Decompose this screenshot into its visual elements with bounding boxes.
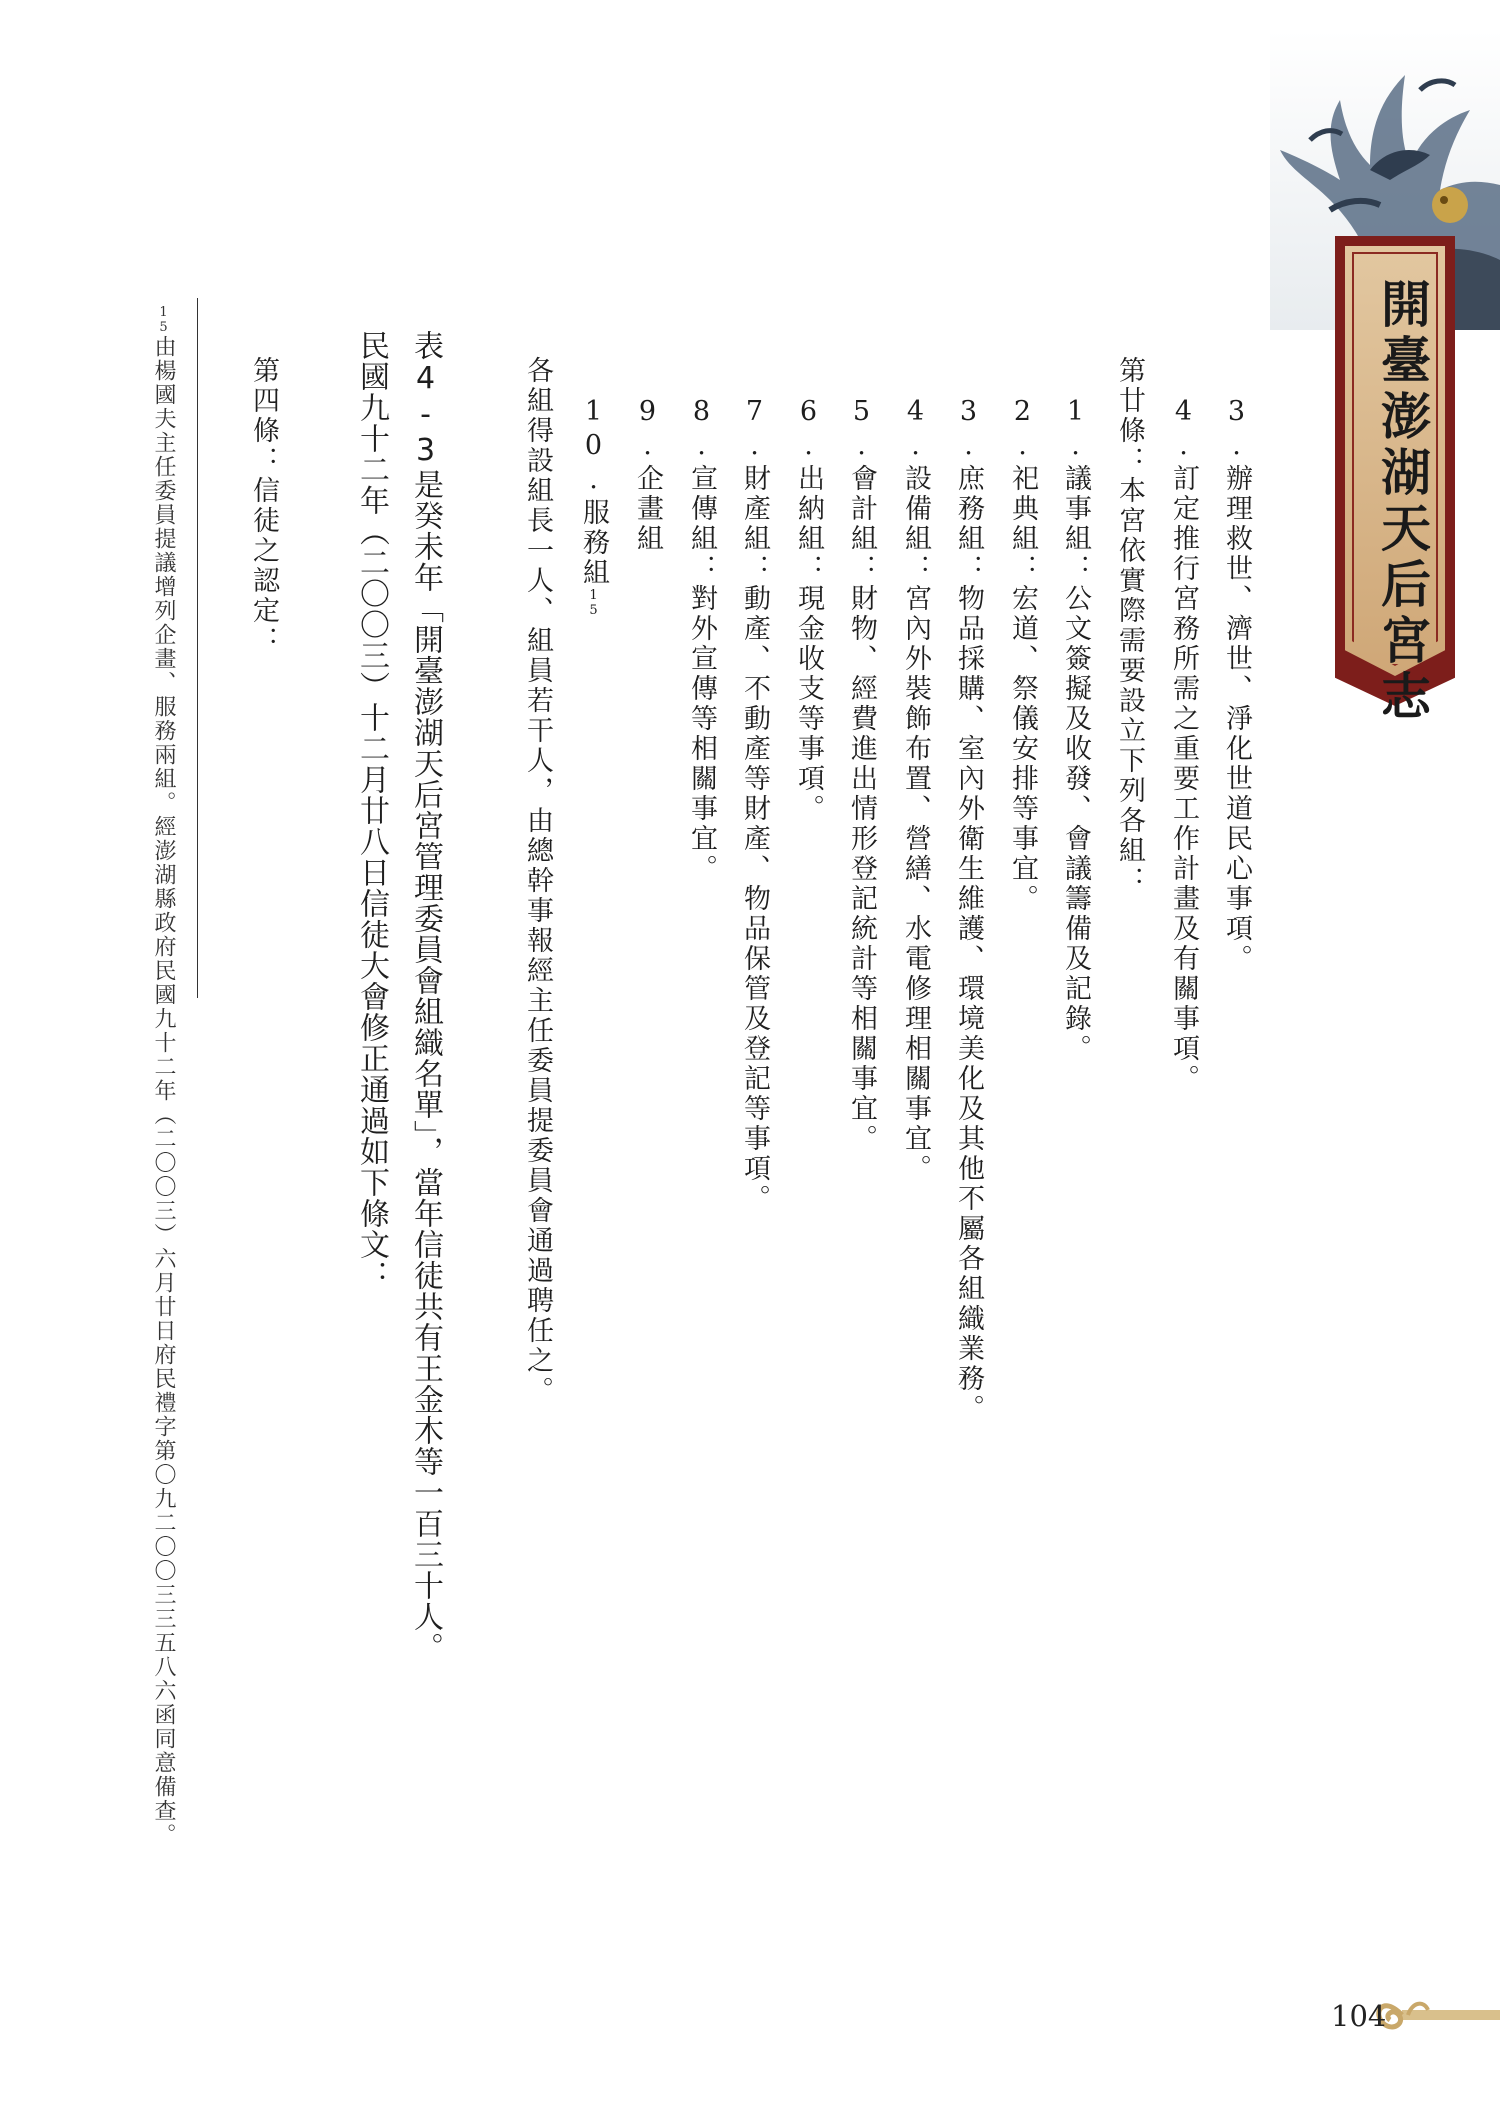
text-column-group-8: 8.宣傳組：對外宣傳等相關事宜。 — [686, 396, 717, 884]
text-column-group-7: 7.財產組：動產、不動產等財產、物品保管及登記等事項。 — [739, 396, 770, 1214]
text-column-group-4: 4.設備組：宮內外裝飾布置、營繕、水電修理相關事宜。 — [900, 396, 931, 1184]
text-column-table-ref: 表4-3是癸未年「開臺澎湖天后宮管理委員會組織名單」，當年信徒共有王金木等一百三十人。 — [408, 330, 443, 1663]
text-column-group-9: 9.企畫組 — [632, 396, 663, 554]
footnote-ref: 15 — [586, 588, 601, 618]
text-column-group-10 — [580, 396, 607, 618]
page-number-ornament — [1372, 1984, 1500, 2044]
text-column-group-3: 3.庶務組：物品採購、室內外衛生維護、環境美化及其他不屬各組織業務。 — [953, 396, 984, 1424]
text-column-group-1: 1.議事組：公文簽擬及收發、會議籌備及記錄。 — [1060, 396, 1091, 1064]
text-column-leaders: 各組得設組長一人、組員若干人，由總幹事報經主任委員提委員會通過聘任之。 — [522, 356, 553, 1406]
footnote-number: 15 — [156, 305, 171, 335]
text-column-group-2: 2.祀典組：宏道、祭儀安排等事宜。 — [1007, 396, 1038, 914]
footnote-text — [152, 305, 174, 1847]
book-title: 開臺澎湖天后宮志 — [1373, 278, 1431, 726]
text-column-article-4: 第四條：信徒之認定： — [248, 356, 279, 656]
footnote-divider — [197, 298, 198, 998]
footnote-body: 由楊國夫主任委員提議增列企畫、服務兩組。經澎湖縣政府民國九十二年（二〇〇三）六月廿日府民禮字第〇九二〇〇三三五八六函同意備查。 — [151, 335, 176, 1847]
text-column-item-4: 4.訂定推行宮務所需之重要工作計畫及有關事項。 — [1168, 396, 1199, 1094]
text-column-group-6: 6.出納組：現金收支等事項。 — [793, 396, 824, 824]
group-10-text: 10.服務組 — [578, 396, 609, 588]
text-column-item-3: 3.辦理救世、濟世、淨化世道民心事項。 — [1221, 396, 1252, 974]
text-column-article-20: 第廿條：本宮依實際需要設立下列各組： — [1114, 356, 1145, 896]
page-number: 104 — [1331, 1999, 1387, 2033]
text-column-amendment: 民國九十二年（二〇〇三）十二月廿八日信徒大會修正通過如下條文： — [354, 330, 389, 1291]
text-column-group-5: 5.會計組：財物、經費進出情形登記統計等相關事宜。 — [846, 396, 877, 1154]
